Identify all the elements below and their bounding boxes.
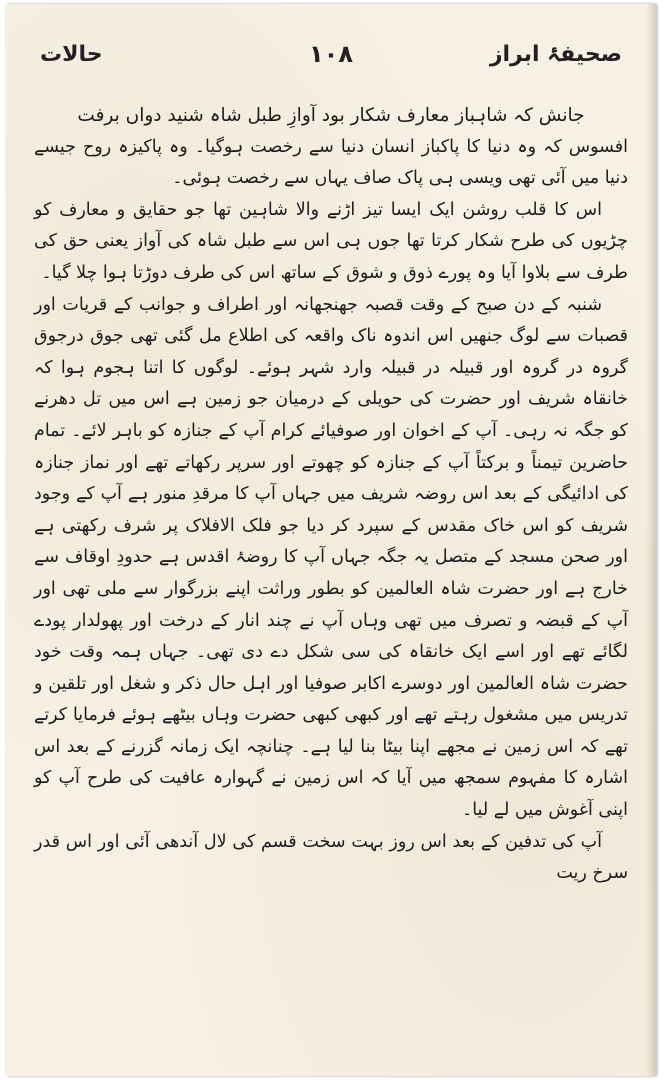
header-chapter-title: حالات [40,42,103,67]
persian-verse: جانش کہ شاہباز معارف شکار بود آوازِ طبل شاہ شنید دواں برفت [77,105,585,126]
paragraph: آپ کی تدفین کے بعد اس روز بہت سخت قسم کی لال آندھی آئی اور اس قدر سرخ ریت [34,831,628,884]
header-book-title: صحیفۂ ابراز [489,42,622,67]
book-page [6,4,656,1076]
page-number: ۱۰۸ [309,40,353,68]
body-text [34,100,628,890]
paragraph: افسوس کہ وہ دنیا کا پاکباز انسان دنیا سے رخصت ہوگیا۔ وہ پاکیزہ روح جیسے دنیا میں آئی تھی ویسی ہی پاک صاف یہاں سے رخصت ہوئی۔ [34,136,628,189]
paragraph: شنبہ کے دن صبح کے وقت قصبہ جھنجھانہ اور اطراف و جوانب کے قریات اور قصبات سے لوگ جنھیں اس اندوہ ناک واقعہ کی اطلاع مل گئی تھی جوق درجوق گروہ در گروہ اور قبیلہ در قبیلہ وارد شہر ہوئے۔ لوگوں کا اتنا ہجوم ہوا کہ خانقاہ شریف اور حضرت کی حویلی کے درمیان جو زمین ہے اس میں تل دھرنے کو جگہ نہ رہی۔ آپ کے اخوان اور صوفیائے کرام آپ کے جنازہ کو باہر لائے۔ تمام حاضرین تیمناً و برکتاً آپ کے جنازہ کو چھوتے اور سرپر رکھاتے تھے اور نماز جنازہ کی ادائیگی کے بعد اس روضہ شریف میں جہاں آپ کا مرقدِ منور ہے آپ کے وجود شریف کو اس خاک مقدس کے سپرد کر دیا جو فلک الافلاک پر شرف رکھتی ہے اور صحن مسجد کے متصل یہ جگہ جہاں آپ کا روضۂ اقدس ہے حدودِ اوقاف سے خارج ہے اور حضرت شاہ العالمین کو بطور وراثت اپنے بزرگوار سے ملی تھی اور آپ کے قبضہ و تصرف میں تھی وہاں آپ نے چند انار کے درخت اور پھولدار پودے لگائے تھے اور اسے ایک خانقاہ کی سی شکل دے دی تھی۔ جہاں ہمہ وقت خود حضرت شاہ العالمین اور دوسرے اکابر صوفیا اور اہل حال ذکر و شغل اور تلقین و تدریس میں مشغول رہتے تھے اور کبھی کبھی حضرت وہاں بیٹھے ہوئے فرمایا کرتے تھے کہ اس زمین نے مجھے اپنا بیٹا بنا لیا ہے۔ چنانچہ ایک زمانہ گزرنے کے بعد اس اشارہ کا مفہوم سمجھ میں آیا کہ اس زمین نے گہوارہ عافیت کی طرح آپ کو اپنی آغوش میں لے لیا۔ [34,294,628,821]
running-header [40,38,622,78]
paragraph: اس کا قلب روشن ایک ایسا تیز اڑنے والا شاہین تھا جو حقایق و معارف کو چڑیوں کی طرح شکار کرتا تھا جوں ہی اس سے طبل شاہ کی آواز یعنی حق کی طرف سے بلاوا آیا وہ پورے ذوق و شوق کے ساتھ اس کی طرف دوڑتا ہوا چلا گیا۔ [34,199,628,283]
